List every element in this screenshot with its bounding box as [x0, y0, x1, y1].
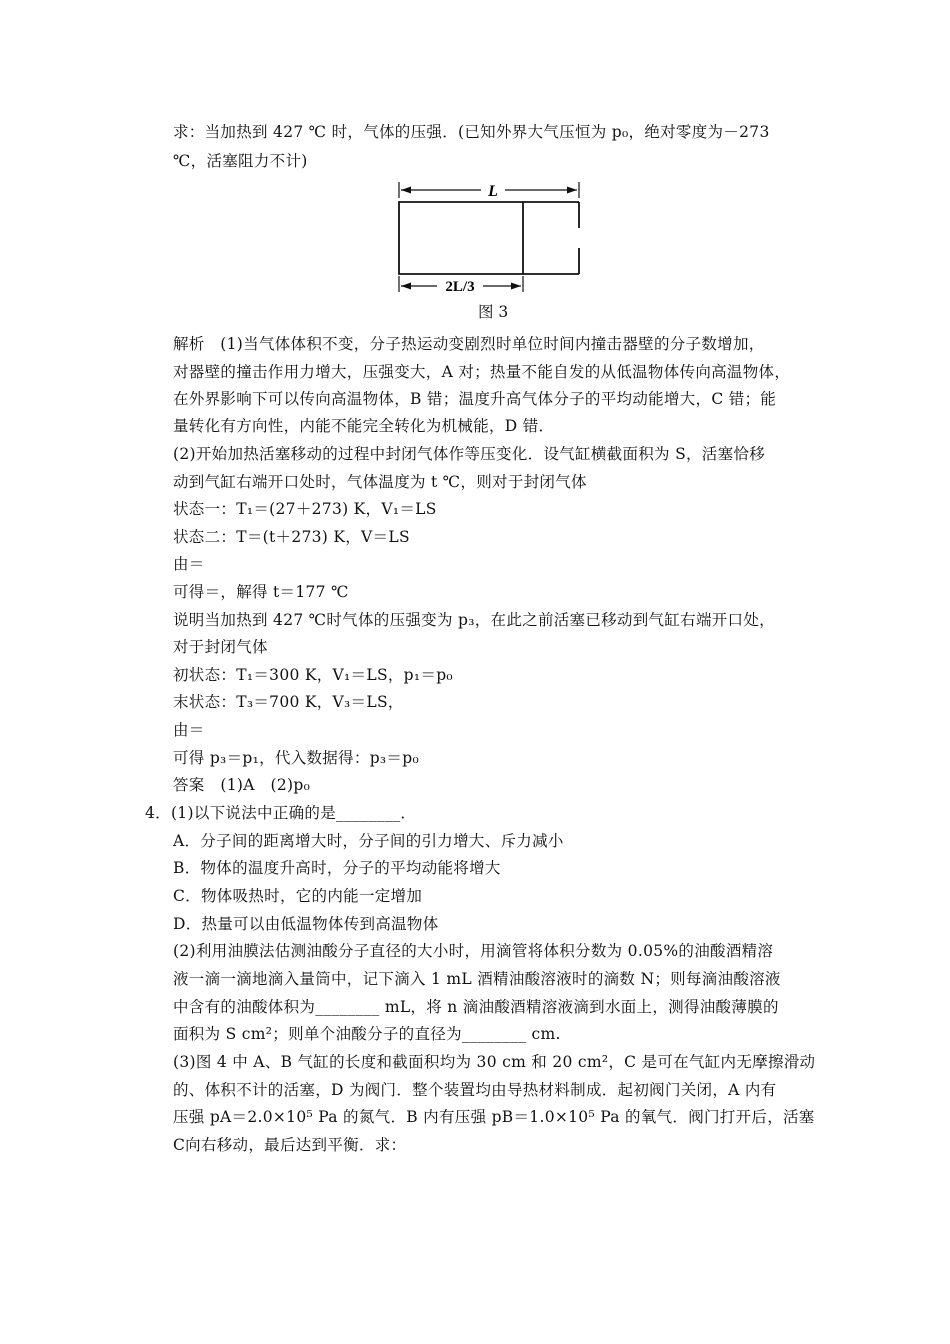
option-d: D．热量可以由低温物体传到高温物体 — [173, 915, 439, 933]
question-text: (3)图 4 中 A、B 气缸的长度和截面积均为 30 cm 和 20 cm²，C 是可在气缸内无摩擦滑动 — [173, 1053, 816, 1071]
solution-text: 说明当加热到 427 ℃时气体的压强变为 p₃，在此之前活塞已移动到气缸右端开口处， — [173, 611, 775, 629]
option-c: C．物体吸热时，它的内能一定增加 — [173, 887, 423, 905]
solution-label: 解析 — [173, 335, 205, 353]
result-line: 可得＝，解得 t＝177 ℃ — [173, 583, 349, 601]
question-text: C向右移动，最后达到平衡．求： — [173, 1136, 407, 1154]
dimension-label-2L3: 2L/3 — [445, 279, 475, 295]
initial-state: 初状态：T₁＝300 K，V₁＝LS，p₁＝p₀ — [173, 666, 453, 684]
question-text: 面积为 S cm²；则单个油酸分子的直径为________ cm. — [173, 1025, 561, 1043]
result-line: 可得 p₃＝p₁，代入数据得：p₃＝p₀ — [173, 749, 419, 767]
answer-line: 答案 (1)A (2)p₀ — [173, 776, 311, 794]
question-4: 4．(1)以下说法中正确的是________． — [145, 804, 417, 822]
cylinder-figure — [393, 176, 588, 296]
solution-text: 在外界影响下可以传向高温物体，B 错；温度升高气体分子的平均动能增大，C 错；能 — [173, 390, 777, 408]
solution-text: 对于封闭气体 — [173, 638, 268, 656]
question-text: 液一滴一滴地滴入量筒中，记下滴入 1 mL 酒精油酸溶液时的滴数 N；则每滴油酸溶液 — [173, 970, 781, 988]
final-state: 末状态：T₃＝700 K，V₃＝LS， — [173, 693, 404, 711]
equation-line: 由＝ — [173, 555, 205, 573]
solution-text: 动到气缸右端开口处时，气体温度为 t ℃，则对于封闭气体 — [173, 473, 587, 491]
solution-line — [173, 333, 765, 355]
question-text: 的、体积不计的活塞，D 为阀门．整个装置均由导热材料制成．起初阀门关闭，A 内有 — [173, 1081, 777, 1099]
solution-text: (1)当气体体积不变，分子热运动变剧烈时单位时间内撞击器壁的分子数增加， — [220, 335, 765, 353]
figure-caption: 图 3 — [478, 303, 509, 321]
state-one: 状态一：T₁＝(27＋273) K，V₁＝LS — [173, 500, 437, 518]
problem-text: ℃，活塞阻力不计) — [173, 152, 308, 170]
question-text: 压强 pA＝2.0×10⁵ Pa 的氮气．B 内有压强 pB＝1.0×10⁵ Pa 的氧气．阀门打开后，活塞 — [173, 1108, 815, 1126]
equation-line: 由＝ — [173, 721, 205, 739]
option-b: B．物体的温度升高时，分子的平均动能将增大 — [173, 859, 501, 877]
state-two: 状态二：T＝(t＋273) K，V＝LS — [173, 528, 410, 546]
solution-text: 对器壁的撞击作用力增大，压强变大，A 对；热量不能自发的从低温物体传向高温物体， — [173, 363, 791, 381]
dimension-label-L: L — [488, 183, 498, 200]
question-text: 中含有的油酸体积为________ mL，将 n 滴油酸酒精溶液滴到水面上，测得油酸薄膜的 — [173, 998, 779, 1016]
option-a: A．分子间的距离增大时，分子间的引力增大、斥力减小 — [173, 832, 564, 850]
solution-text: 量转化有方向性，内能不能完全转化为机械能，D 错． — [173, 417, 555, 435]
solution-text: (2)开始加热活塞移动的过程中封闭气体作等压变化．设气缸横截面积为 S，活塞恰移 — [173, 445, 766, 463]
question-text: (2)利用油膜法估测油酸分子直径的大小时，用滴管将体积分数为 0.05%的油酸酒精溶 — [173, 942, 774, 960]
problem-text: 求：当加热到 427 ℃ 时，气体的压强．(已知外界大气压恒为 p₀，绝对零度为－273 — [173, 123, 770, 141]
